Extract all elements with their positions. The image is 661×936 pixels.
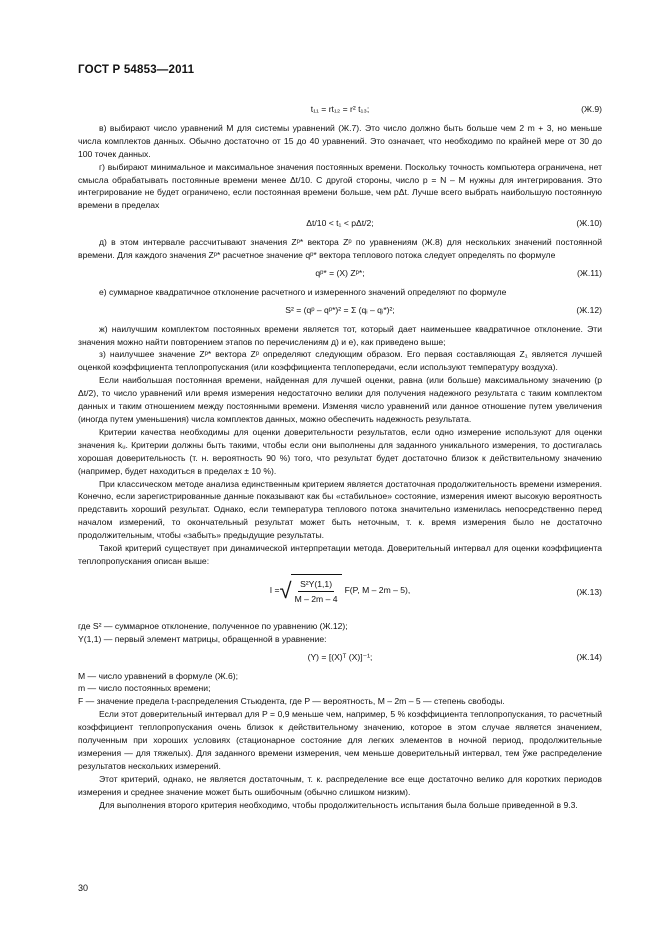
fraction-numerator: S²Y(1,1) bbox=[298, 578, 334, 592]
paragraph-quality-criteria: Критерии качества необходимы для оценки доверительности результатов, если одно измерение используют для оценки значения kᵤ. Критерии должны быть такими, чтобы если они выполнены для заданного уникального измерения, то достигалась хорошая доверительность (т. н. вероятность 90 %) того, что результат будет достаточно близок к действительному значению (например, будет находиться в пределах ± 10 %). bbox=[78, 426, 602, 476]
paragraph-g: г) выбирают минимальное и максимальное значения постоянных времени. Поскольку точность компьютера ограничена, нет смысла обрабатывать постоянные времени менее Δt/10. С другой стороны, число p = N – M нужны для интегрирования. Это интегрирование не будет ограничено, если постоянная времени больше, чем pΔt. Лучше всего выбрать наибольшую постоянную времени в пределах bbox=[78, 161, 602, 211]
paragraph-second-criterion: Для выполнения второго критерия необходимо, чтобы продолжительность испытания была больше приведенной в 9.3. bbox=[99, 799, 578, 810]
paragraph-largest-time-constant: Если наибольшая постоянная времени, найденная для лучшей оценки, равна (или больше) максимальному значению (p Δt/2), то число уравнений или время измерения недостаточно велики для получения надежного результата с таким комплектом данных и таким отношением между постоянными времени. Изменяя число уравнений или данное отношение путем увеличения (иногда путем уменьшения) числа комплектов данных, можно обеспечить надежность результата. bbox=[78, 375, 602, 424]
fraction-denominator: M – 2m – 4 bbox=[294, 594, 338, 605]
equation-zh12 bbox=[78, 304, 602, 317]
fraction bbox=[293, 578, 340, 605]
paragraph-v: в) выбирают число уравнений M для системы уравнений (Ж.7). Это число должно быть больше чем 2 m + 3, но меньше числа комплектов данных. Обычно достаточно от 15 до 40 уравнений. Это означает, что необходимо по крайней мере от 30 до 100 точек данных. bbox=[78, 122, 602, 159]
equation-formula: Δt/10 < t₁ < pΔt/2; bbox=[306, 218, 374, 229]
page-content bbox=[78, 98, 602, 812]
equation-number: (Ж.12) bbox=[576, 304, 602, 315]
equation-zh10 bbox=[78, 217, 602, 230]
equation-number: (Ж.14) bbox=[576, 651, 602, 662]
equation-formula: S² = (qᵖ – qᵖ*)² = Σ (qᵢ – qᵢ*)²; bbox=[285, 304, 395, 315]
paragraph-dynamic-criterion: Такой критерий существует при динамической интерпретации метода. Доверительный интервал для оценки коэффициента теплопропускания описан выше: bbox=[78, 543, 602, 566]
square-root bbox=[279, 574, 341, 608]
equation-lhs: I = bbox=[269, 585, 280, 596]
equation-number: (Ж.11) bbox=[577, 267, 602, 278]
page-number: 30 bbox=[78, 883, 89, 893]
paragraph-z: з) наилучшее значение Zᵖ* вектора Zᵖ определяют следующим образом. Его первая составляющая Z₁ является лучшей оценкой коэффициента теплопропускания (или коэффициента теплопередачи, если используют температуру воздуха). bbox=[78, 349, 602, 373]
paragraph-confidence-interval: Если этот доверительный интервал для P = 0,9 меньше чем, например, 5 % коэффициента теплопропускания, то расчетный коэффициент теплопропускания очень близок к действительному значению, которое в этом случае является значением, полученным при хороших условиях (стационарное состояние для легких элементов в ночной период, продолжительные измерения — для тяжелых). Для заданного времени измерения, чем меньше доверительный интервал, тем ўже распределение результатов нескольких измерений. bbox=[78, 709, 602, 771]
equation-number: (Ж.10) bbox=[576, 218, 602, 229]
paragraph-not-sufficient: Этот критерий, однако, не является достаточным, т. к. распределение все еще достаточно велико для коротких периодов измерения и среднее значение может быть ошибочным (обычно слишком низким). bbox=[78, 773, 602, 797]
where-line-s2: где S² — суммарное отклонение, полученное по уравнению (Ж.12); bbox=[78, 620, 348, 631]
equation-zh11 bbox=[78, 267, 602, 280]
paragraph-e: е) суммарное квадратичное отклонение расчетного и измеренного значений определяют по формуле bbox=[99, 286, 507, 297]
equation-number: (Ж.9) bbox=[581, 104, 602, 114]
equation-zh9 bbox=[78, 103, 602, 116]
equation-rhs: F(P, M – 2m – 5), bbox=[344, 585, 411, 596]
definition-M: M — число уравнений в формуле (Ж.6); bbox=[78, 670, 239, 681]
equation-zh14 bbox=[78, 651, 602, 664]
paragraph-zh: ж) наилучшим комплектом постоянных времени является тот, который дает наименьшее квадратичное отклонение. Эти значения можно найти повторением этапов по перечислениям д) и е), как приведено выше; bbox=[78, 323, 602, 347]
equation-zh13 bbox=[78, 574, 602, 610]
equation-number: (Ж.13) bbox=[576, 586, 602, 597]
equation-formula: (Y) = [(X)ᵀ (X)]⁻¹; bbox=[307, 651, 373, 662]
definition-F: F — значение предела t-распределения Стьюдента, где P — вероятность, M – 2m – 5 — степень свободы. bbox=[78, 696, 505, 707]
where-line-y11: Y(1,1) — первый элемент матрицы, обращенной в уравнение: bbox=[78, 633, 327, 644]
standard-header: ГОСТ Р 54853—2011 bbox=[78, 64, 195, 76]
equation-formula: t₁₁ = rt₁₂ = r² t₁₃; bbox=[310, 104, 370, 114]
paragraph-classic-method: При классическом методе анализа единственным критерием является достаточная продолжительность времени измерения. Конечно, если зарегистрированные данные показывают как бы «стабильное» состояние, измерения имеют высокую вероятность представить хороший результат. Однако, если температура теплового потока значительно изменилась непосредственно перед началом измерений, то окончательный результат может быть неточным, т. к. время измерения было не достаточно продолжительным, чтобы «забыть» предыдущие результаты. bbox=[78, 478, 602, 541]
definition-m: m — число постоянных времени; bbox=[78, 683, 211, 694]
radical-sign: √ bbox=[279, 577, 292, 603]
equation-formula: qᵖ* = (X) Zᵖ*; bbox=[315, 267, 365, 278]
paragraph-d: д) в этом интервале рассчитывают значения Zᵖ* вектора Zᵖ по уравнениям (Ж.8) для нескольких значений постоянной времени. Для каждого значения Zᵖ* расчетное значение qᵖ* вектора теплового потока следует определять по формуле bbox=[78, 237, 602, 261]
